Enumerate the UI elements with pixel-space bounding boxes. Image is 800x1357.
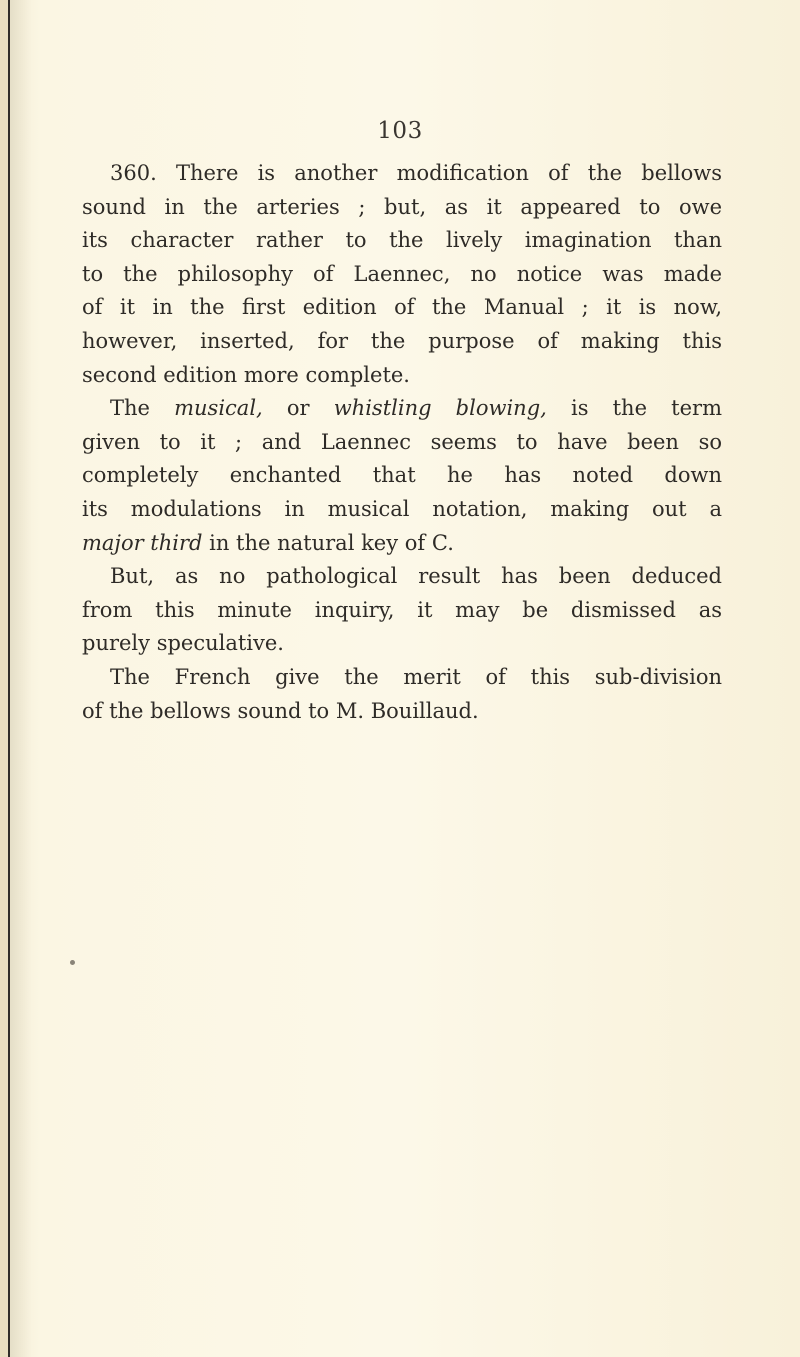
text-line: purely speculative. bbox=[82, 631, 284, 656]
text-line: its character rather to the lively imagination than bbox=[82, 228, 722, 253]
text-line: But, as no pathological result has been deduced bbox=[110, 564, 722, 589]
text-line bbox=[82, 392, 722, 426]
text-line: of the bellows sound to M. Bouillaud. bbox=[82, 698, 479, 723]
body-text bbox=[82, 157, 722, 728]
italic-term: major third bbox=[82, 530, 203, 555]
text-line: completely enchanted that he has noted down bbox=[82, 463, 722, 488]
ink-speck bbox=[70, 960, 75, 965]
paragraph-360 bbox=[82, 157, 722, 392]
text-line: from this minute inquiry, it may be dismissed as bbox=[82, 597, 722, 622]
italic-term: whistling blowing, bbox=[333, 396, 547, 421]
text-line: its modulations in musical notation, making out a bbox=[82, 496, 722, 521]
text-line: of it in the first edition of the Manual ; it is now, bbox=[82, 295, 722, 320]
paragraph-french bbox=[82, 661, 722, 728]
text-line: given to it ; and Laennec seems to have been so bbox=[82, 429, 722, 454]
text-run: is the term bbox=[546, 396, 722, 421]
text-line bbox=[82, 527, 722, 561]
page-number: 103 bbox=[377, 118, 423, 144]
text-run: in the natural key of C. bbox=[202, 530, 454, 555]
text-line: 360. There is another modification of the bellows bbox=[110, 161, 722, 185]
text-run: or bbox=[262, 396, 334, 421]
text-line: sound in the arteries ; but, as it appeared to owe bbox=[82, 194, 722, 219]
text-line: The French give the merit of this sub-division bbox=[110, 664, 722, 689]
italic-term: musical, bbox=[174, 396, 263, 421]
text-run: The bbox=[110, 396, 175, 421]
binding-shadow bbox=[10, 0, 32, 1357]
text-line: however, inserted, for the purpose of making this bbox=[82, 328, 722, 353]
text-line: second edition more complete. bbox=[82, 362, 410, 387]
binding-edge bbox=[0, 0, 10, 1357]
text-line: to the philosophy of Laennec, no notice was made bbox=[82, 261, 722, 286]
paragraph-pathological bbox=[82, 560, 722, 661]
paragraph-musical-blowing bbox=[82, 392, 722, 560]
